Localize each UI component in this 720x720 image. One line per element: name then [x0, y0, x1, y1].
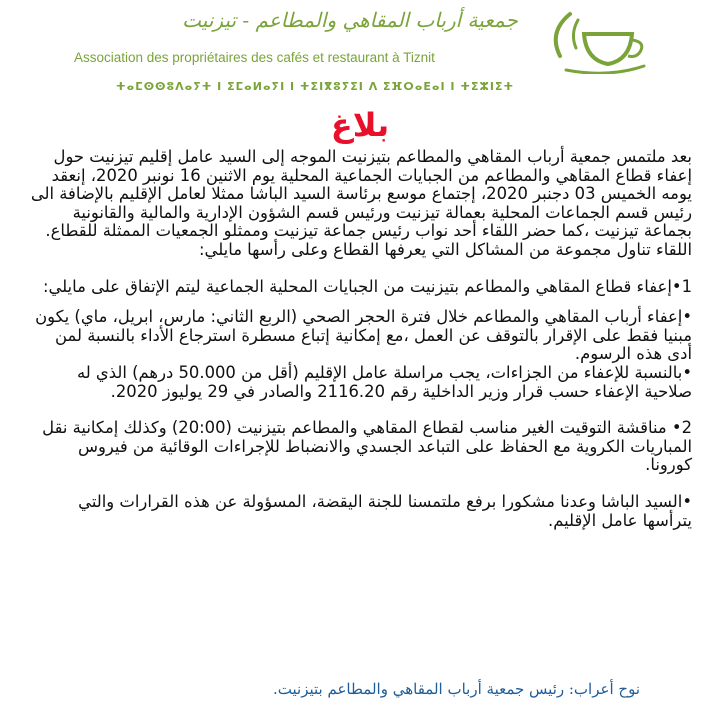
announcement-body [26, 148, 692, 530]
intro-paragraph: بعد ملتمس جمعية أرباب المقاهي والمطاعم بتيزنيت الموجه إلى السيد عامل إقليم تيزنيت حول إعفاء قطاع المقاهي والمطاعم من الجبايات الجماعية المحلية يوم الاثنين 16 نونبر 2020، إنعقد يومه الخميس 03 دجنبر 2020، إجتماع موسع برئاسة السيد الباشا ممثلا لعامل الإقليم بالإضافة الى رئيس قسم الجماعات المحلية بعمالة تيزنيت ورئيس قسم الشؤون الإدارية والمالية والقانونية بجماعة تيزنيت ،كما حضر اللقاء أحد نواب رئيس جماعة تيزنيت وممثلو الجمعيات الممثلة للقطاع. [30, 147, 692, 241]
announcement-title: بلاغ [330, 106, 390, 144]
signature: نوح أعراب: رئيس جمعية أرباب المقاهي والمطاعم بتيزنيت. [273, 680, 640, 698]
point-1-a: •إعفاء أرباب المقاهي والمطاعم خلال فترة الحجر الصحي (الربع الثاني: مارس، ابريل، ماي) يكون مبنيا فقط على الإقرار بالتوقف عن العمل ،مع إمكانية إتباع مسطرة استرجاع الأداء بالنسبة لمن أدى هذه الرسوم. [35, 307, 692, 364]
point-1-b: •بالنسبة للإعفاء من الجزاءات، يجب مراسلة عامل الإقليم (أقل من 50.000 درهم) الذي له صلاحية الإعفاء حسب قرار وزير الداخلية رقم 2116.20 والصادر في 29 يوليوز 2020. [76, 362, 692, 401]
point-2: 2• مناقشة التوقيت الغير مناسب لقطاع المقاهي والمطاعم بتيزنيت (20:00) وكذلك إمكانية نقل المباريات الكروية مع الحفاظ على التباعد الجسدي والانضباط للإجراءات الوقائية من فيروس كورونا. [42, 418, 692, 475]
association-name-tifinagh: ⵜⴰⵎⵙⵙⵓⴷⴰⵢⵜ ⵏ ⵉⵎⴰⵍⴰⵢⵏ ⵏ ⵜⵉⵏⴳⵓⵢⵉⵏ ⴷ ⵉⴼⵔⴰⴹⴰⵏ ⵏ ⵜⵉⵣⵏⵉⵜ [116, 80, 515, 93]
association-name-french: Association des propriétaires des cafés et restaurant à Tiznit [74, 50, 435, 65]
cup-logo-icon [540, 4, 650, 74]
intro-summary: اللقاء تناول مجموعة من المشاكل التي يعرفها القطاع وعلى رأسها مايلي: [199, 239, 692, 259]
point-1-title: 1•إعفاء قطاع المقاهي والمطاعم بتيزنيت من الجبايات المحلية الجماعية ليتم الإتفاق على مايلي: [42, 276, 692, 296]
letterhead [0, 0, 720, 100]
association-name-arabic: جمعية أرباب المقاهي والمطاعم - تيزنيت [182, 8, 518, 32]
closing-paragraph: •السيد الباشا وعدنا مشكورا برفع ملتمسنا للجنة اليقضة، المسؤولة عن هذه القرارات والتي يترأسها عامل الإقليم. [78, 491, 692, 530]
